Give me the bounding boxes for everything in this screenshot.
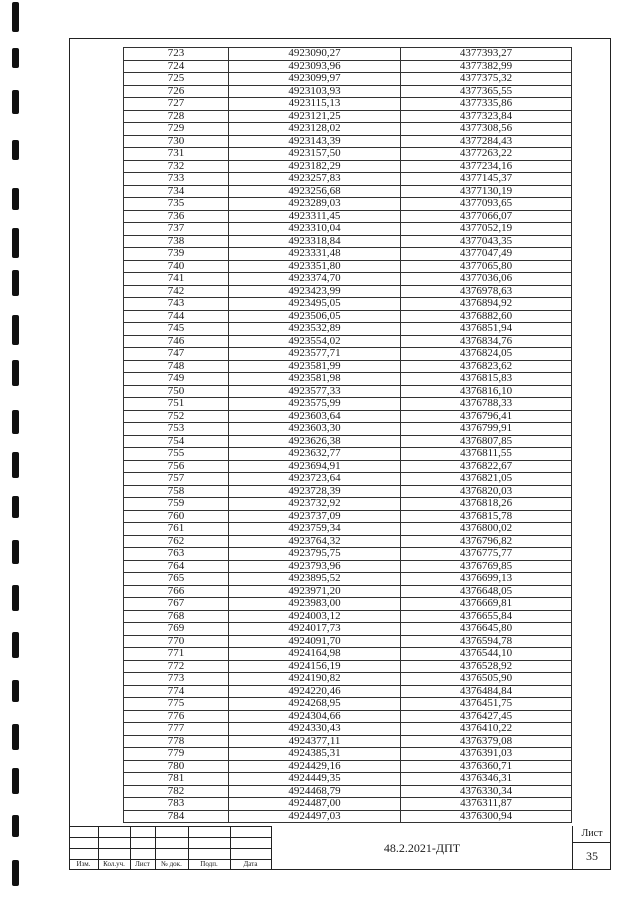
table-row [124,248,572,261]
label-change: Изм. [76,860,91,868]
binding-mark [12,860,19,886]
table-row [124,123,572,136]
coord-x: 4923093,96 [229,60,401,73]
coord-y: 4376427,45 [401,710,572,723]
coord-x: 4924017,73 [229,623,401,636]
coord-y: 4376346,31 [401,773,572,786]
coord-y: 4377145,37 [401,173,572,186]
table-row [124,748,572,761]
point-number: 777 [124,723,229,736]
coord-x: 4923793,96 [229,560,401,573]
coord-y: 4377130,19 [401,185,572,198]
coord-y: 4376799,91 [401,423,572,436]
coord-x: 4923577,33 [229,385,401,398]
coord-y: 4376834,76 [401,335,572,348]
point-number: 748 [124,360,229,373]
table-row [124,710,572,723]
point-number: 782 [124,785,229,798]
table-row [124,460,572,473]
label-count: Кол.уч. [103,860,125,868]
coord-x: 4923603,64 [229,410,401,423]
point-number: 747 [124,348,229,361]
point-number: 726 [124,85,229,98]
point-number: 728 [124,110,229,123]
point-number: 754 [124,435,229,448]
coord-y: 4376330,34 [401,785,572,798]
coord-x: 4923728,39 [229,485,401,498]
coord-y: 4376822,67 [401,460,572,473]
table-row [124,785,572,798]
table-row [124,285,572,298]
binding-mark [12,815,19,837]
table-row [124,660,572,673]
sheet-label: Лист [573,826,611,843]
table-row [124,348,572,361]
table-row [124,135,572,148]
point-number: 767 [124,598,229,611]
coord-x: 4923374,70 [229,273,401,286]
label-signature: Подп. [200,860,218,868]
coord-x: 4924091,70 [229,635,401,648]
binding-mark [12,724,19,750]
label-date: Дата [243,860,258,868]
coord-x: 4923182,29 [229,160,401,173]
point-number: 758 [124,485,229,498]
point-number: 756 [124,460,229,473]
coord-x: 4924268,95 [229,698,401,711]
point-number: 775 [124,698,229,711]
table-row [124,723,572,736]
point-number: 725 [124,73,229,86]
coord-x: 4923971,20 [229,585,401,598]
coord-y: 4377382,99 [401,60,572,73]
table-row [124,685,572,698]
coord-y: 4376451,75 [401,698,572,711]
document-code-cell [271,826,573,870]
coord-x: 4923495,05 [229,298,401,311]
coord-y: 4377052,19 [401,223,572,236]
point-number: 757 [124,473,229,486]
coord-x: 4923603,30 [229,423,401,436]
table-row [124,548,572,561]
point-number: 738 [124,235,229,248]
point-number: 723 [124,48,229,61]
binding-mark [12,496,19,518]
point-number: 772 [124,660,229,673]
coord-y: 4377036,06 [401,273,572,286]
point-number: 766 [124,585,229,598]
point-number: 779 [124,748,229,761]
table-row [124,360,572,373]
coord-x: 4923577,71 [229,348,401,361]
table-row [124,48,572,61]
coord-x: 4923581,98 [229,373,401,386]
coord-y: 4376645,80 [401,623,572,636]
coord-x: 4924429,16 [229,760,401,773]
binding-mark [12,540,19,564]
coord-x: 4924377,11 [229,735,401,748]
point-number: 770 [124,635,229,648]
coord-x: 4924449,35 [229,773,401,786]
binding-mark [12,48,19,68]
table-row [124,523,572,536]
coord-x: 4924487,00 [229,798,401,811]
coord-y: 4376528,92 [401,660,572,673]
table-row [124,423,572,436]
point-number: 743 [124,298,229,311]
point-number: 783 [124,798,229,811]
coord-x: 4923423,99 [229,285,401,298]
coord-x: 4924164,98 [229,648,401,661]
coord-y: 4376669,81 [401,598,572,611]
table-row [124,73,572,86]
coordinates-table [123,47,572,823]
table-row [124,610,572,623]
coord-y: 4376796,41 [401,410,572,423]
coord-y: 4376823,62 [401,360,572,373]
table-row [124,573,572,586]
title-block-grid [69,826,271,870]
coord-y: 4377066,07 [401,210,572,223]
coord-x: 4923128,02 [229,123,401,136]
coord-x: 4923732,92 [229,498,401,511]
coord-x: 4923506,05 [229,310,401,323]
coord-x: 4923795,75 [229,548,401,561]
title-block [69,826,611,870]
coord-x: 4923575,99 [229,398,401,411]
coord-y: 4376544,10 [401,648,572,661]
point-number: 752 [124,410,229,423]
binding-mark [12,585,19,611]
point-number: 740 [124,260,229,273]
table-row [124,373,572,386]
table-row [124,735,572,748]
point-number: 778 [124,735,229,748]
coord-x: 4923289,03 [229,198,401,211]
table-row [124,223,572,236]
coord-y: 4376360,71 [401,760,572,773]
point-number: 784 [124,810,229,823]
coord-x: 4924304,66 [229,710,401,723]
coord-y: 4376821,05 [401,473,572,486]
coord-y: 4377375,32 [401,73,572,86]
coord-x: 4923532,89 [229,323,401,336]
table-row [124,210,572,223]
coord-y: 4376894,92 [401,298,572,311]
point-number: 753 [124,423,229,436]
binding-mark [12,188,19,210]
coord-x: 4923554,02 [229,335,401,348]
table-row [124,198,572,211]
coord-y: 4376851,94 [401,323,572,336]
coord-y: 4376811,55 [401,448,572,461]
coord-y: 4377393,27 [401,48,572,61]
binding-mark [12,270,19,296]
coord-x: 4924220,46 [229,685,401,698]
coord-x: 4923895,52 [229,573,401,586]
coord-y: 4377365,55 [401,85,572,98]
coord-y: 4377263,22 [401,148,572,161]
coord-y: 4376807,85 [401,435,572,448]
sheet-number: 35 [586,849,598,863]
table-row [124,110,572,123]
table-row [124,773,572,786]
table-row [124,585,572,598]
coord-y: 4377043,35 [401,235,572,248]
binding-mark [12,360,19,386]
coord-y: 4376800,02 [401,523,572,536]
point-number: 735 [124,198,229,211]
point-number: 773 [124,673,229,686]
point-number: 734 [124,185,229,198]
point-number: 781 [124,773,229,786]
coord-x: 4923099,97 [229,73,401,86]
table-row [124,560,572,573]
coord-x: 4923632,77 [229,448,401,461]
coord-y: 4376505,90 [401,673,572,686]
table-row [124,473,572,486]
coord-y: 4377323,84 [401,110,572,123]
coord-y: 4376379,08 [401,735,572,748]
table-row [124,598,572,611]
coord-x: 4923311,45 [229,210,401,223]
table-row [124,385,572,398]
coord-x: 4923256,68 [229,185,401,198]
table-row [124,160,572,173]
coord-y: 4376484,84 [401,685,572,698]
coord-y: 4377047,49 [401,248,572,261]
point-number: 739 [124,248,229,261]
point-number: 729 [124,123,229,136]
coord-y: 4376300,94 [401,810,572,823]
coord-x: 4923331,48 [229,248,401,261]
table-row [124,85,572,98]
binding-mark [12,315,19,345]
table-row [124,98,572,111]
point-number: 768 [124,610,229,623]
point-number: 771 [124,648,229,661]
coord-x: 4923257,83 [229,173,401,186]
table-row [124,235,572,248]
point-number: 737 [124,223,229,236]
table-row [124,435,572,448]
point-number: 755 [124,448,229,461]
table-row [124,335,572,348]
coord-y: 4376815,83 [401,373,572,386]
binding-mark [12,228,19,258]
coord-x: 4923090,27 [229,48,401,61]
point-number: 761 [124,523,229,536]
table-row [124,260,572,273]
coord-x: 4924468,79 [229,785,401,798]
coord-x: 4923737,09 [229,510,401,523]
coord-x: 4923723,64 [229,473,401,486]
table-row [124,485,572,498]
point-number: 742 [124,285,229,298]
point-number: 769 [124,623,229,636]
coord-y: 4376818,26 [401,498,572,511]
binding-mark [12,140,19,160]
coord-x: 4923157,50 [229,148,401,161]
point-number: 745 [124,323,229,336]
table-row [124,310,572,323]
coord-x: 4923351,80 [229,260,401,273]
point-number: 759 [124,498,229,511]
coord-y: 4376594,78 [401,635,572,648]
coord-x: 4923310,04 [229,223,401,236]
table-row [124,635,572,648]
point-number: 774 [124,685,229,698]
table-row [124,623,572,636]
label-sheet: Лист [135,860,150,868]
coord-x: 4923983,00 [229,598,401,611]
coord-y: 4376699,13 [401,573,572,586]
coord-y: 4376978,63 [401,285,572,298]
table-row [124,398,572,411]
point-number: 763 [124,548,229,561]
coord-y: 4376655,84 [401,610,572,623]
coord-y: 4376788,33 [401,398,572,411]
coord-y: 4377234,16 [401,160,572,173]
document-code: 48.2.2021-ДПТ [383,841,461,855]
binding-mark [12,680,19,702]
table-row [124,60,572,73]
coord-y: 4376311,87 [401,798,572,811]
table-row [124,410,572,423]
point-number: 762 [124,535,229,548]
coord-x: 4924497,03 [229,810,401,823]
coord-x: 4923759,34 [229,523,401,536]
coord-x: 4923115,13 [229,98,401,111]
point-number: 751 [124,398,229,411]
table-row [124,810,572,823]
point-number: 732 [124,160,229,173]
binding-mark [12,768,19,794]
point-number: 736 [124,210,229,223]
coord-x: 4923121,25 [229,110,401,123]
table-row [124,673,572,686]
table-row [124,173,572,186]
table-row [124,148,572,161]
binding-mark [12,452,19,478]
binding-mark [12,2,19,32]
binding-mark [12,632,19,658]
coord-x: 4923694,91 [229,460,401,473]
point-number: 731 [124,148,229,161]
coord-y: 4376648,05 [401,585,572,598]
table-row [124,185,572,198]
coord-x: 4924003,12 [229,610,401,623]
point-number: 760 [124,510,229,523]
point-number: 749 [124,373,229,386]
binding-marks [0,0,40,905]
coord-x: 4923143,39 [229,135,401,148]
point-number: 780 [124,760,229,773]
table-row [124,323,572,336]
coord-x: 4924190,82 [229,673,401,686]
point-number: 750 [124,385,229,398]
coord-x: 4923626,38 [229,435,401,448]
coord-x: 4923764,32 [229,535,401,548]
coord-x: 4923103,93 [229,85,401,98]
point-number: 727 [124,98,229,111]
label-doc-number: № док. [161,860,182,868]
table-row [124,535,572,548]
coord-y: 4377335,86 [401,98,572,111]
coord-y: 4377284,43 [401,135,572,148]
point-number: 764 [124,560,229,573]
coord-y: 4376775,77 [401,548,572,561]
point-number: 741 [124,273,229,286]
point-number: 730 [124,135,229,148]
table-row [124,698,572,711]
coord-y: 4376816,10 [401,385,572,398]
coord-x: 4923318,84 [229,235,401,248]
table-row [124,510,572,523]
coord-y: 4376882,60 [401,310,572,323]
coord-y: 4376815,78 [401,510,572,523]
binding-mark [12,90,19,114]
coord-y: 4376824,05 [401,348,572,361]
point-number: 765 [124,573,229,586]
table-row [124,298,572,311]
coord-y: 4377308,56 [401,123,572,136]
coord-y: 4377065,80 [401,260,572,273]
table-row [124,648,572,661]
coord-y: 4376820,03 [401,485,572,498]
table-row [124,448,572,461]
coord-x: 4924330,43 [229,723,401,736]
coord-x: 4924385,31 [229,748,401,761]
table-row [124,273,572,286]
point-number: 746 [124,335,229,348]
coord-y: 4376391,03 [401,748,572,761]
coord-y: 4376796,82 [401,535,572,548]
table-row [124,760,572,773]
table-row [124,798,572,811]
point-number: 724 [124,60,229,73]
coord-x: 4923581,99 [229,360,401,373]
point-number: 776 [124,710,229,723]
binding-mark [12,410,19,434]
coord-y: 4376410,22 [401,723,572,736]
coord-y: 4376769,85 [401,560,572,573]
point-number: 744 [124,310,229,323]
table-row [124,498,572,511]
coord-y: 4377093,65 [401,198,572,211]
point-number: 733 [124,173,229,186]
coord-x: 4924156,19 [229,660,401,673]
